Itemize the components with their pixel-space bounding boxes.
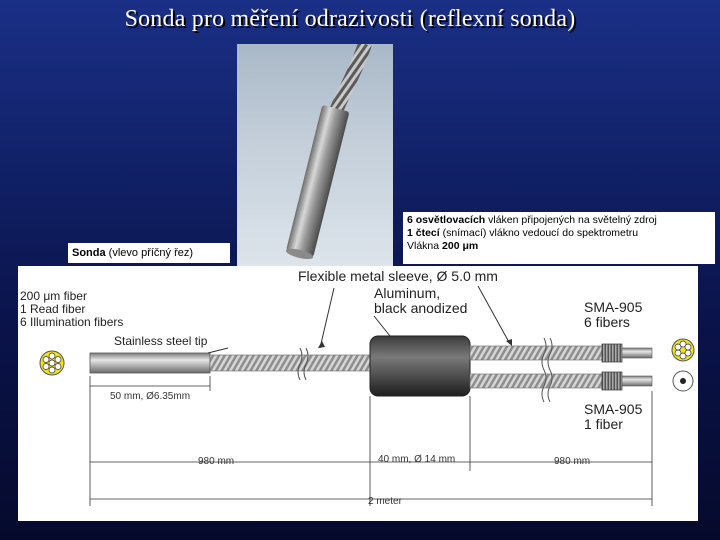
total-length: 2 meter [368,496,402,507]
tip-label: Stainless steel tip [114,334,208,348]
caption-right-line3-text: Vlákna [407,240,443,252]
caption-right [403,212,715,264]
sma-connector-top [602,344,622,362]
caption-left-text: (vlevo příčný řez) [105,247,194,259]
sma-top-label [584,300,642,330]
caption-right-line1-rest: vláken připojených na světelný zdroj [485,214,657,226]
caption-left [68,243,230,263]
end-view-one-fiber [673,371,693,391]
end-view-left [40,351,64,375]
slide-title: Sonda pro měření odrazivosti (reflexní sonda) [124,6,576,32]
aluminum-label [374,286,467,316]
caption-right-line1-bold: 6 osvětlovacích [407,214,486,226]
sleeve-top-branch [470,346,602,360]
caption-right-line3-bold: 200 μm [442,240,479,252]
probe-photo [237,44,393,266]
caption-left-term: Sonda [72,247,106,259]
sleeve-label: Flexible metal sleeve, Ø 5.0 mm [298,268,498,284]
tip-dimension: 50 mm, Ø6.35mm [110,391,191,402]
probe-diagram [18,266,698,521]
probe-photo-drawing [237,44,393,266]
sma-top-line: SMA-905 [584,299,643,315]
middle-length: 40 mm, Ø 14 mm [378,454,456,465]
sma-top-line: 6 fibers [584,314,630,330]
sma-bottom-label [584,402,642,432]
aluminum-block [370,336,470,396]
stainless-tip [90,353,210,373]
caption-right-line1 [407,214,711,227]
sleeve-left [210,355,370,371]
aluminum-label-line: Aluminum, [374,285,441,301]
caption-right-line2-rest: (snímací) vlákno vedoucí do spektrometru [439,227,639,239]
left-length: 980 mm [198,456,235,467]
sleeve-bottom-branch [470,374,602,388]
caption-right-line2 [407,227,711,240]
sma-connector-bottom [602,372,622,390]
caption-right-line2-bold: 1 čtecí [407,227,440,239]
fiber-info-line: 200 μm fiber [20,289,87,303]
end-view-six-fibers [672,339,694,361]
fiber-info-line: 1 Read fiber [20,302,86,316]
caption-right-line3 [407,240,711,253]
fiber-info [20,290,123,329]
aluminum-label-line: black anodized [374,300,468,316]
sma-bottom-line: SMA-905 [584,401,643,417]
sma-bottom-line: 1 fiber [584,416,623,432]
fiber-info-line: 6 Illumination fibers [20,315,124,329]
right-length: 980 mm [554,456,591,467]
